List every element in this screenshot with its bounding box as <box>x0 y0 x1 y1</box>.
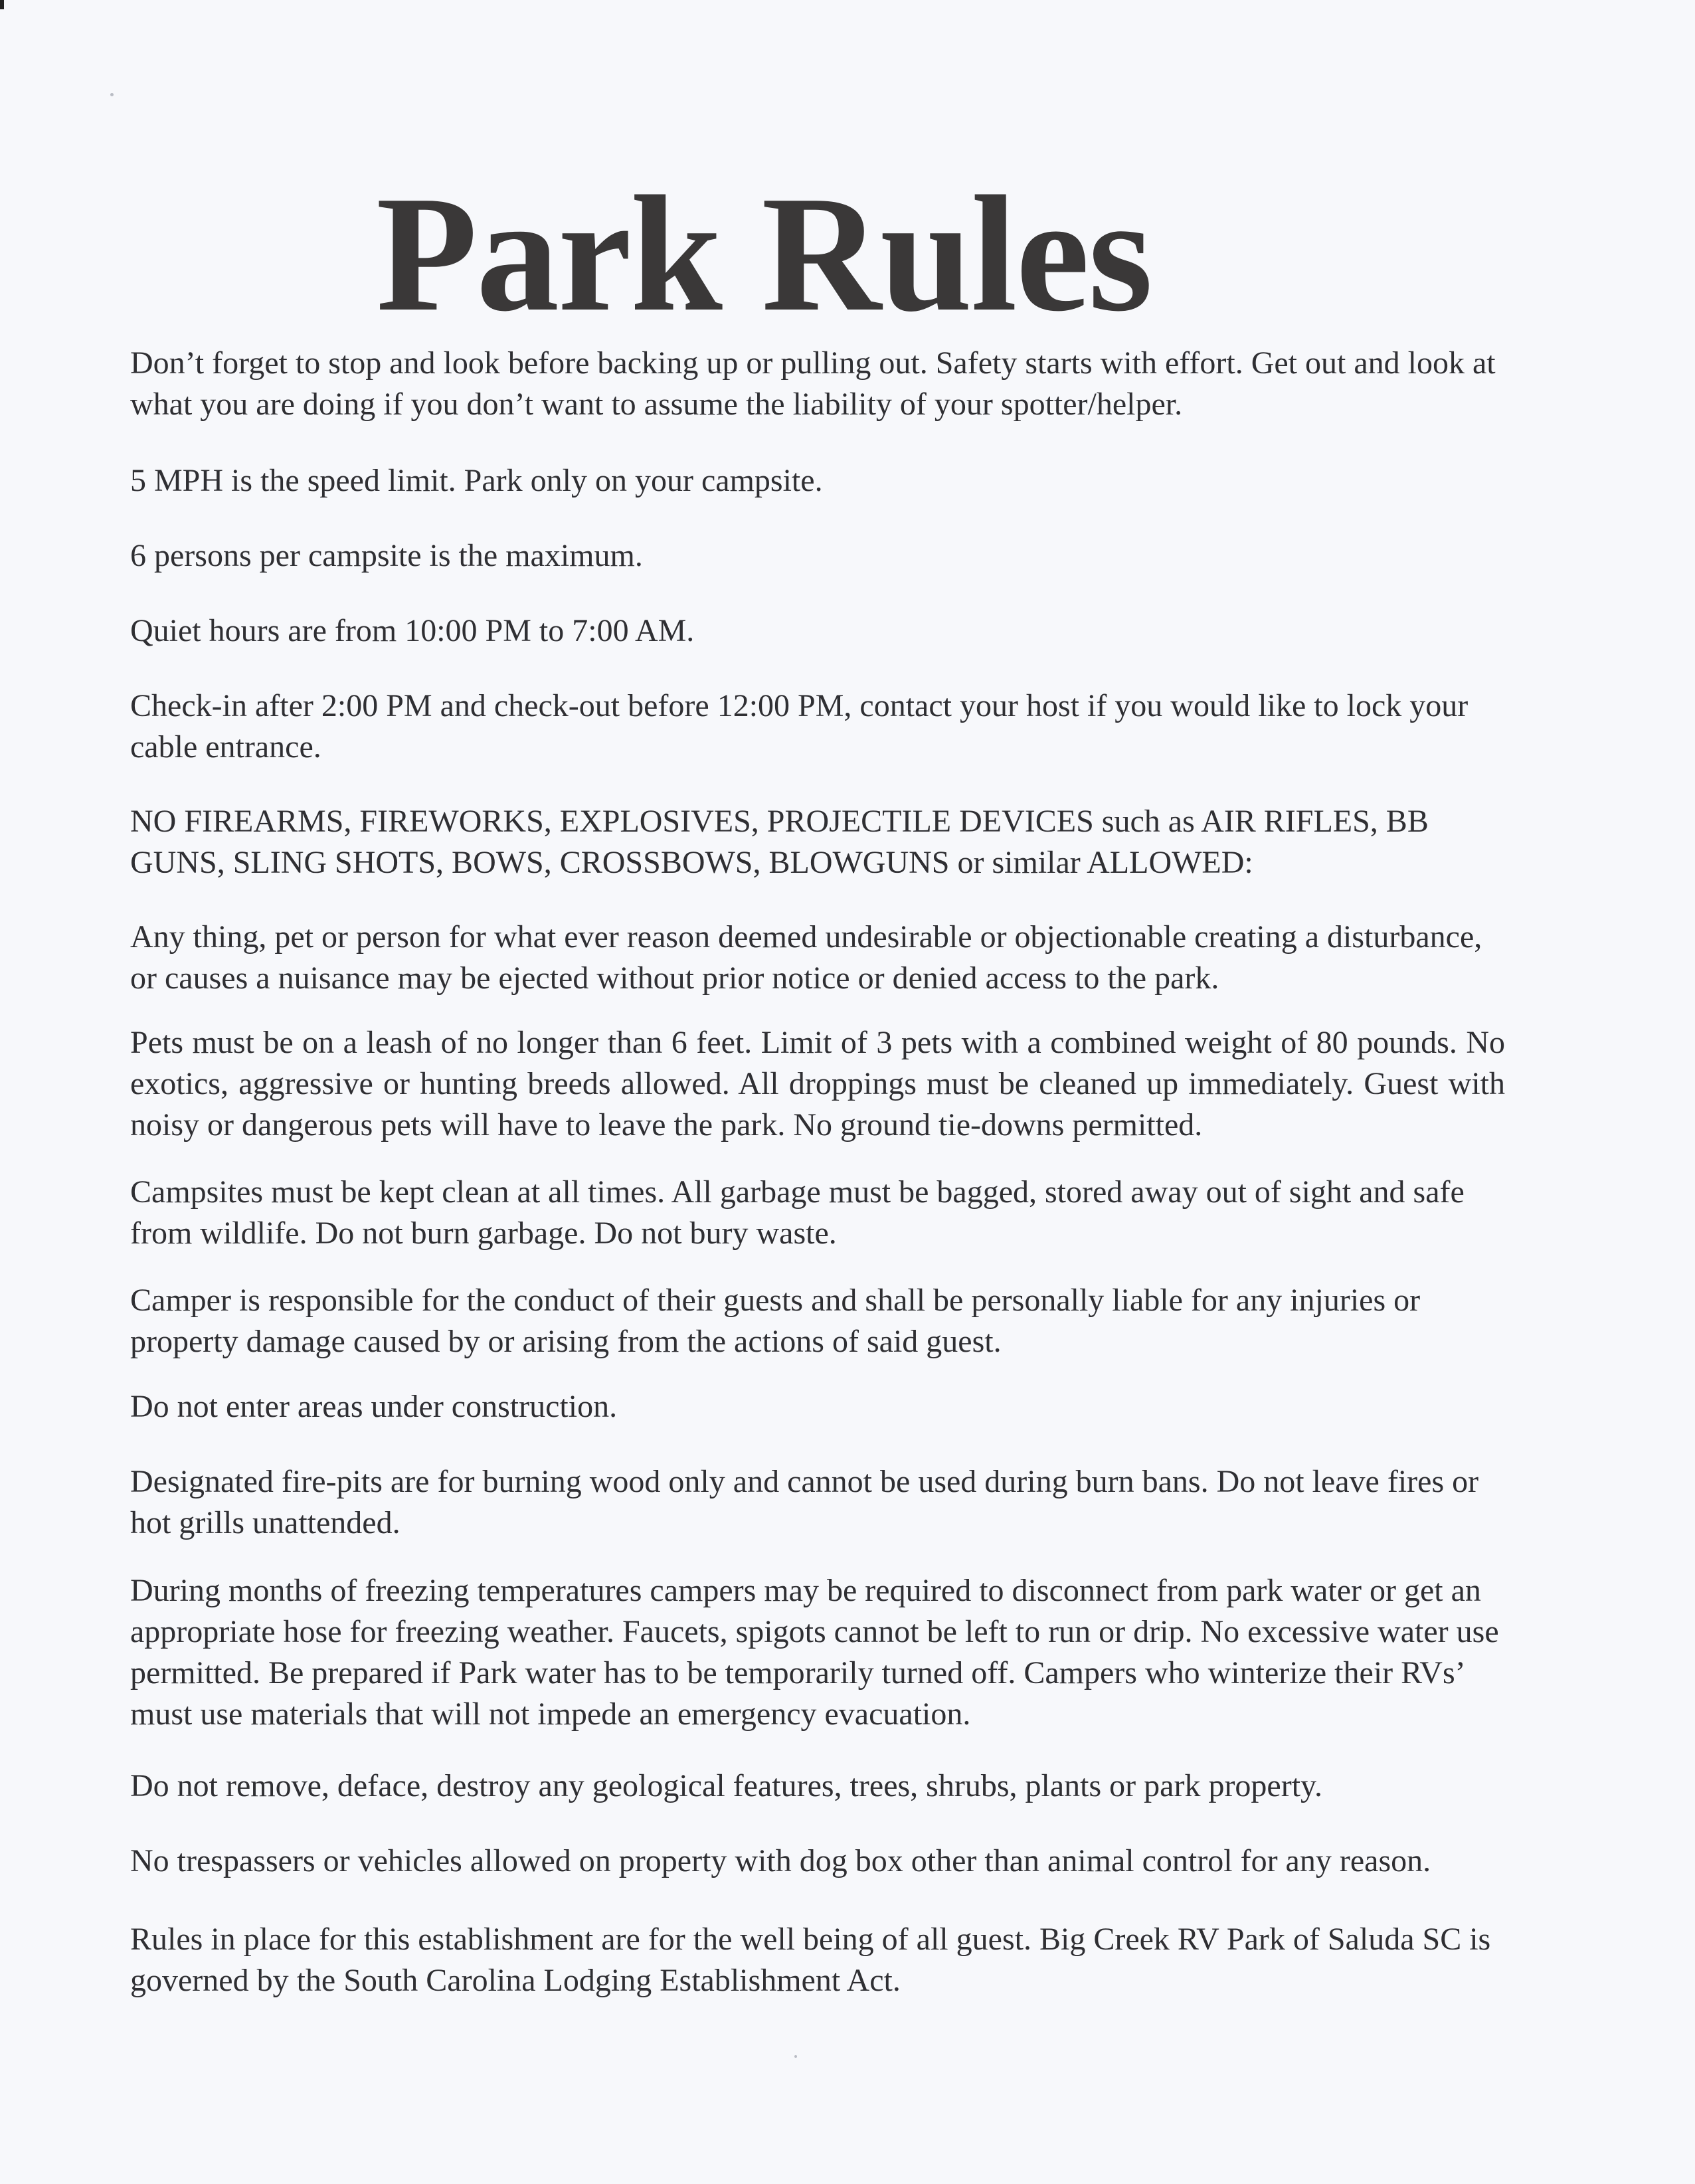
rule-max-persons: 6 persons per campsite is the maximum. <box>130 538 643 573</box>
scan-speck <box>794 2055 797 2058</box>
rule-trespassers: No trespassers or vehicles allowed on property with dog box other than animal control for any reason. <box>130 1843 1431 1878</box>
scan-speck <box>110 93 114 96</box>
rule-governing-act: Rules in place for this establishment are for the well being of all guest. Big Creek RV Park of Saluda SC is governed by the South Carolina Lodging Establishment Act. <box>130 1922 1491 1998</box>
page-title: Park Rules <box>376 162 1152 346</box>
rule-no-firearms: NO FIREARMS, FIREWORKS, EXPLOSIVES, PROJECTILE DEVICES such as AIR RIFLES, BB GUNS, SLING SHOTS, BOWS, CROSSBOWS, BLOWGUNS or similar ALLOWED: <box>130 804 1429 880</box>
rule-undesirable: Any thing, pet or person for what ever reason deemed undesirable or objectionable creating a disturbance, or causes a nuisance may be ejected without prior notice or denied access to the park. <box>130 919 1482 996</box>
rule-check-in-out: Check-in after 2:00 PM and check-out before 12:00 PM, contact your host if you would like to lock your cable entrance. <box>130 688 1469 765</box>
rule-backing-up: Don’t forget to stop and look before backing up or pulling out. Safety starts with effort. Get out and look at what you are doing if you don’t want to assume the liability of your spotter/helper. <box>130 345 1496 422</box>
scan-edge-mark <box>0 0 4 9</box>
rule-quiet-hours: Quiet hours are from 10:00 PM to 7:00 AM. <box>130 613 695 648</box>
rule-property: Do not remove, deface, destroy any geological features, trees, shrubs, plants or park property. <box>130 1768 1322 1803</box>
rule-construction: Do not enter areas under construction. <box>130 1389 618 1424</box>
rule-speed-limit: 5 MPH is the speed limit. Park only on your campsite. <box>130 463 823 498</box>
rule-guest-conduct: Camper is responsible for the conduct of their guests and shall be personally liable for any injuries or property damage caused by or arising from the actions of said guest. <box>130 1283 1421 1359</box>
rule-freezing-water: During months of freezing temperatures campers may be required to disconnect from park water or get an appropriate hose for freezing weather. Faucets, spigots cannot be left to run or drip. No excessive water use permitted. Be prepared if Park water has to be temporarily turned off. Campers who winterize their RVs’ must use materials that will not impede an emergency evacuation. <box>130 1573 1499 1732</box>
rule-campsites-clean: Campsites must be kept clean at all times. All garbage must be bagged, stored away out of sight and safe from wildlife. Do not burn garbage. Do not bury waste. <box>130 1174 1465 1251</box>
rule-fire-pits: Designated fire-pits are for burning wood only and cannot be used during burn bans. Do not leave fires or hot grills unattended. <box>130 1464 1479 1540</box>
rule-pets: Pets must be on a leash of no longer than 6 feet. Limit of 3 pets with a combined weight of 80 pounds. No exotics, aggressive or hunting breeds allowed. All droppings must be cleaned up immediately. Guest with noisy or dangerous pets will have to leave the park. No ground tie-downs permitted. <box>130 1025 1505 1142</box>
